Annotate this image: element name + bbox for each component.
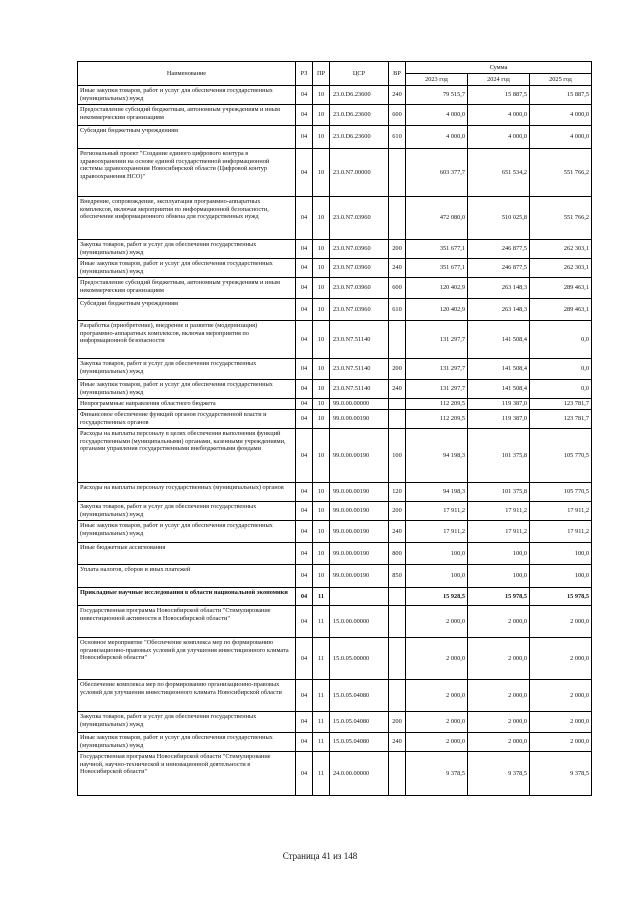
row-vr: 200 bbox=[389, 359, 406, 380]
row-pr: 11 bbox=[313, 752, 330, 796]
row-amount-2024: 2 000,0 bbox=[468, 733, 530, 752]
row-pr: 10 bbox=[313, 240, 330, 259]
row-pr: 10 bbox=[313, 502, 330, 521]
row-pr: 10 bbox=[313, 321, 330, 359]
table-row bbox=[78, 483, 592, 502]
row-vr: 610 bbox=[389, 299, 406, 321]
row-csr: 23.0.N7.03960 bbox=[330, 197, 389, 240]
row-name: Расходы на выплаты персоналу в целях обеспечения выполнения функций государственными (муниципальными) органами, казенными учреждениями, органами управления государственными внебюджетными фондами bbox=[78, 429, 296, 483]
table-row bbox=[78, 359, 592, 380]
row-amount-2025: 0,0 bbox=[530, 380, 592, 399]
row-csr: 24.0.00.00000 bbox=[330, 752, 389, 796]
row-name: Иные бюджетные ассигнования bbox=[78, 543, 296, 565]
row-vr bbox=[389, 638, 406, 680]
row-rz: 04 bbox=[296, 240, 313, 259]
row-name: Закупка товаров, работ и услуг для обеспечения государственных (муниципальных) нужд bbox=[78, 240, 296, 259]
row-name: Предоставление субсидий бюджетным, автономным учреждениям и иным некоммерческим организациям bbox=[78, 105, 296, 126]
row-csr: 23.0.D6.23600 bbox=[330, 105, 389, 126]
row-csr: 23.0.N7.00000 bbox=[330, 149, 389, 197]
row-rz: 04 bbox=[296, 126, 313, 149]
row-amount-2024: 263 148,3 bbox=[468, 299, 530, 321]
row-pr: 11 bbox=[313, 733, 330, 752]
row-rz: 04 bbox=[296, 86, 313, 105]
table-row bbox=[78, 399, 592, 410]
row-amount-2025: 100,0 bbox=[530, 565, 592, 588]
row-name: Непрограммные направления областного бюджета bbox=[78, 399, 296, 410]
table-row bbox=[78, 410, 592, 429]
row-csr: 15.0.05.04080 bbox=[330, 680, 389, 712]
row-csr: 99.0.00.00190 bbox=[330, 502, 389, 521]
table-row bbox=[78, 733, 592, 752]
row-vr bbox=[389, 680, 406, 712]
row-amount-2023: 2 000,0 bbox=[406, 638, 468, 680]
row-pr: 11 bbox=[313, 588, 330, 606]
row-amount-2024: 246 877,5 bbox=[468, 259, 530, 278]
row-vr bbox=[389, 606, 406, 638]
row-amount-2024: 141 508,4 bbox=[468, 321, 530, 359]
row-name: Иные закупки товаров, работ и услуг для обеспечения государственных (муниципальных) нужд bbox=[78, 521, 296, 543]
row-name: Иные закупки товаров, работ и услуг для обеспечения государственных (муниципальных) нужд bbox=[78, 259, 296, 278]
row-rz: 04 bbox=[296, 259, 313, 278]
row-pr: 10 bbox=[313, 105, 330, 126]
row-amount-2023: 112 209,5 bbox=[406, 399, 468, 410]
row-amount-2025: 2 000,0 bbox=[530, 606, 592, 638]
row-amount-2025: 262 303,1 bbox=[530, 240, 592, 259]
row-amount-2023: 2 000,0 bbox=[406, 712, 468, 733]
row-amount-2024: 2 000,0 bbox=[468, 606, 530, 638]
row-amount-2024: 101 375,8 bbox=[468, 429, 530, 483]
row-rz: 04 bbox=[296, 197, 313, 240]
row-vr bbox=[389, 399, 406, 410]
row-name: Финансовое обеспечение функций органов государственной власти и государственных органов bbox=[78, 410, 296, 429]
row-amount-2024: 246 877,5 bbox=[468, 240, 530, 259]
row-rz: 04 bbox=[296, 680, 313, 712]
row-amount-2025: 289 463,1 bbox=[530, 278, 592, 299]
row-pr: 10 bbox=[313, 399, 330, 410]
header-year-2025: 2025 год bbox=[530, 74, 592, 86]
row-amount-2023: 100,0 bbox=[406, 543, 468, 565]
row-amount-2025: 2 000,0 bbox=[530, 638, 592, 680]
row-vr: 240 bbox=[389, 86, 406, 105]
row-amount-2025: 4 000,0 bbox=[530, 126, 592, 149]
row-amount-2024: 15 978,5 bbox=[468, 588, 530, 606]
row-amount-2024: 119 387,0 bbox=[468, 399, 530, 410]
row-pr: 11 bbox=[313, 606, 330, 638]
row-rz: 04 bbox=[296, 380, 313, 399]
table-row bbox=[78, 429, 592, 483]
table-row bbox=[78, 86, 592, 105]
row-pr: 10 bbox=[313, 259, 330, 278]
row-csr: 99.0.00.00190 bbox=[330, 410, 389, 429]
row-rz: 04 bbox=[296, 399, 313, 410]
row-name: Закупка товаров, работ и услуг для обеспечения государственных (муниципальных) нужд bbox=[78, 502, 296, 521]
row-csr: 15.0.05.00000 bbox=[330, 638, 389, 680]
row-rz: 04 bbox=[296, 410, 313, 429]
row-vr bbox=[389, 149, 406, 197]
row-vr: 850 bbox=[389, 565, 406, 588]
header-year-2023: 2023 год bbox=[406, 74, 468, 86]
row-rz: 04 bbox=[296, 105, 313, 126]
row-amount-2024: 100,0 bbox=[468, 565, 530, 588]
row-amount-2025: 262 303,1 bbox=[530, 259, 592, 278]
table-row bbox=[78, 197, 592, 240]
row-csr: 99.0.00.00190 bbox=[330, 521, 389, 543]
table-row bbox=[78, 565, 592, 588]
row-amount-2024: 2 000,0 bbox=[468, 680, 530, 712]
row-amount-2025: 17 911,2 bbox=[530, 521, 592, 543]
table-row bbox=[78, 149, 592, 197]
row-vr: 240 bbox=[389, 521, 406, 543]
row-vr: 200 bbox=[389, 502, 406, 521]
row-rz: 04 bbox=[296, 606, 313, 638]
row-name: Субсидии бюджетным учреждениям bbox=[78, 126, 296, 149]
row-vr: 240 bbox=[389, 380, 406, 399]
row-csr: 23.0.N7.03960 bbox=[330, 278, 389, 299]
row-vr bbox=[389, 197, 406, 240]
row-name: Прикладные научные исследования в области национальной экономики bbox=[78, 588, 296, 606]
row-amount-2024: 141 508,4 bbox=[468, 380, 530, 399]
table-body bbox=[78, 86, 592, 796]
row-amount-2025: 105 770,5 bbox=[530, 483, 592, 502]
row-amount-2024: 2 000,0 bbox=[468, 712, 530, 733]
row-vr: 600 bbox=[389, 105, 406, 126]
row-name: Субсидии бюджетным учреждениям bbox=[78, 299, 296, 321]
row-amount-2025: 289 463,1 bbox=[530, 299, 592, 321]
row-amount-2023: 131 297,7 bbox=[406, 380, 468, 399]
table-row bbox=[78, 126, 592, 149]
row-name: Региональный проект "Создание единого цифрового контура в здравоохранении на основе единой государственной информационной системы здравоохранения Новосибирской области (Цифровой контур здравоохранения НСО)" bbox=[78, 149, 296, 197]
table-row bbox=[78, 259, 592, 278]
table-row bbox=[78, 712, 592, 733]
row-pr: 10 bbox=[313, 483, 330, 502]
row-rz: 04 bbox=[296, 502, 313, 521]
row-rz: 04 bbox=[296, 359, 313, 380]
row-amount-2025: 551 766,2 bbox=[530, 149, 592, 197]
table-row bbox=[78, 752, 592, 796]
row-amount-2024: 17 911,2 bbox=[468, 521, 530, 543]
row-amount-2023: 4 000,0 bbox=[406, 126, 468, 149]
row-amount-2023: 2 000,0 bbox=[406, 680, 468, 712]
row-pr: 11 bbox=[313, 712, 330, 733]
row-name: Обеспечение комплекса мер по формированию организационно-правовых условий для улучшения инвестиционного климата Новосибирской области bbox=[78, 680, 296, 712]
header-pr: ПР bbox=[313, 62, 330, 86]
row-rz: 04 bbox=[296, 565, 313, 588]
header-sum: Сумма bbox=[406, 62, 592, 74]
table-header bbox=[78, 62, 592, 86]
row-amount-2024: 651 534,2 bbox=[468, 149, 530, 197]
row-vr: 200 bbox=[389, 240, 406, 259]
row-amount-2025: 15 978,5 bbox=[530, 588, 592, 606]
row-csr: 23.0.N7.51140 bbox=[330, 321, 389, 359]
table-row bbox=[78, 321, 592, 359]
row-amount-2025: 123 781,7 bbox=[530, 399, 592, 410]
row-pr: 10 bbox=[313, 149, 330, 197]
page-number-footer: Страница 41 из 148 bbox=[282, 851, 358, 861]
table-row bbox=[78, 606, 592, 638]
row-amount-2024: 4 000,0 bbox=[468, 126, 530, 149]
row-amount-2023: 603 377,7 bbox=[406, 149, 468, 197]
row-name: Уплата налогов, сборов и иных платежей bbox=[78, 565, 296, 588]
row-amount-2024: 263 148,3 bbox=[468, 278, 530, 299]
row-vr: 100 bbox=[389, 429, 406, 483]
table-row bbox=[78, 638, 592, 680]
row-pr: 10 bbox=[313, 299, 330, 321]
row-vr: 800 bbox=[389, 543, 406, 565]
row-pr: 10 bbox=[313, 126, 330, 149]
row-rz: 04 bbox=[296, 483, 313, 502]
row-amount-2023: 17 911,2 bbox=[406, 502, 468, 521]
row-csr: 23.0.N7.51140 bbox=[330, 359, 389, 380]
row-csr: 15.0.05.04080 bbox=[330, 733, 389, 752]
row-pr: 10 bbox=[313, 410, 330, 429]
row-pr: 10 bbox=[313, 380, 330, 399]
table-row bbox=[78, 240, 592, 259]
row-rz: 04 bbox=[296, 588, 313, 606]
table-row bbox=[78, 543, 592, 565]
row-csr: 15.0.00.00000 bbox=[330, 606, 389, 638]
table-row bbox=[78, 299, 592, 321]
row-csr: 99.0.00.00000 bbox=[330, 399, 389, 410]
row-amount-2023: 2 000,0 bbox=[406, 606, 468, 638]
row-amount-2025: 15 887,5 bbox=[530, 86, 592, 105]
row-rz: 04 bbox=[296, 321, 313, 359]
header-name: Наименование bbox=[78, 62, 296, 86]
table-row bbox=[78, 502, 592, 521]
row-amount-2024: 4 000,0 bbox=[468, 105, 530, 126]
row-amount-2023: 120 402,9 bbox=[406, 278, 468, 299]
row-csr: 99.0.00.00190 bbox=[330, 543, 389, 565]
row-amount-2025: 551 766,2 bbox=[530, 197, 592, 240]
row-rz: 04 bbox=[296, 543, 313, 565]
table-row bbox=[78, 380, 592, 399]
row-amount-2024: 2 000,0 bbox=[468, 638, 530, 680]
row-csr: 99.0.00.00190 bbox=[330, 429, 389, 483]
table-row bbox=[78, 521, 592, 543]
row-name: Закупка товаров, работ и услуг для обеспечения государственных (муниципальных) нужд bbox=[78, 359, 296, 380]
row-vr: 240 bbox=[389, 259, 406, 278]
row-amount-2023: 94 198,3 bbox=[406, 429, 468, 483]
row-name: Государственная программа Новосибирской области "Стимулирование инвестиционной активности в Новосибирской области" bbox=[78, 606, 296, 638]
row-pr: 10 bbox=[313, 197, 330, 240]
row-amount-2024: 100,0 bbox=[468, 543, 530, 565]
row-amount-2023: 15 928,5 bbox=[406, 588, 468, 606]
row-pr: 10 bbox=[313, 543, 330, 565]
row-rz: 04 bbox=[296, 278, 313, 299]
row-csr: 15.0.05.04080 bbox=[330, 712, 389, 733]
header-csr: ЦСР bbox=[330, 62, 389, 86]
row-rz: 04 bbox=[296, 712, 313, 733]
row-rz: 04 bbox=[296, 733, 313, 752]
row-amount-2025: 0,0 bbox=[530, 321, 592, 359]
row-pr: 10 bbox=[313, 359, 330, 380]
row-csr: 23.0.D6.23600 bbox=[330, 126, 389, 149]
row-name: Предоставление субсидий бюджетным, автономным учреждениям и иным некоммерческим организациям bbox=[78, 278, 296, 299]
table-row bbox=[78, 588, 592, 606]
row-amount-2023: 131 297,7 bbox=[406, 359, 468, 380]
row-amount-2025: 2 000,0 bbox=[530, 712, 592, 733]
row-amount-2024: 9 378,5 bbox=[468, 752, 530, 796]
row-amount-2024: 17 911,2 bbox=[468, 502, 530, 521]
row-amount-2025: 123 781,7 bbox=[530, 410, 592, 429]
row-csr: 99.0.00.00190 bbox=[330, 565, 389, 588]
row-csr bbox=[330, 588, 389, 606]
row-pr: 11 bbox=[313, 638, 330, 680]
row-vr: 610 bbox=[389, 126, 406, 149]
row-amount-2025: 2 000,0 bbox=[530, 733, 592, 752]
row-vr: 200 bbox=[389, 712, 406, 733]
table-row bbox=[78, 105, 592, 126]
row-name: Основное мероприятие "Обеспечение комплекса мер по формированию организационно-правовых условий для улучшения инвестиционного климата Новосибирской области" bbox=[78, 638, 296, 680]
row-vr bbox=[389, 588, 406, 606]
row-pr: 10 bbox=[313, 278, 330, 299]
row-amount-2023: 112 209,5 bbox=[406, 410, 468, 429]
table-row bbox=[78, 680, 592, 712]
row-rz: 04 bbox=[296, 521, 313, 543]
row-amount-2025: 105 770,5 bbox=[530, 429, 592, 483]
row-amount-2023: 79 515,7 bbox=[406, 86, 468, 105]
row-rz: 04 bbox=[296, 638, 313, 680]
row-vr bbox=[389, 752, 406, 796]
header-vr: ВР bbox=[389, 62, 406, 86]
row-amount-2023: 472 080,0 bbox=[406, 197, 468, 240]
row-name: Расходы на выплаты персоналу государственных (муниципальных) органов bbox=[78, 483, 296, 502]
table-row bbox=[78, 278, 592, 299]
row-vr: 120 bbox=[389, 483, 406, 502]
row-pr: 10 bbox=[313, 86, 330, 105]
row-rz: 04 bbox=[296, 752, 313, 796]
row-amount-2023: 17 911,2 bbox=[406, 521, 468, 543]
row-amount-2024: 101 375,8 bbox=[468, 483, 530, 502]
row-rz: 04 bbox=[296, 299, 313, 321]
row-csr: 23.0.N7.03960 bbox=[330, 259, 389, 278]
row-amount-2025: 100,0 bbox=[530, 543, 592, 565]
row-vr: 600 bbox=[389, 278, 406, 299]
budget-table-sheet bbox=[77, 61, 591, 796]
row-amount-2025: 4 000,0 bbox=[530, 105, 592, 126]
row-amount-2023: 94 198,3 bbox=[406, 483, 468, 502]
row-amount-2023: 351 677,1 bbox=[406, 259, 468, 278]
row-amount-2023: 100,0 bbox=[406, 565, 468, 588]
row-rz: 04 bbox=[296, 149, 313, 197]
header-year-2024: 2024 год bbox=[468, 74, 530, 86]
row-amount-2024: 141 508,4 bbox=[468, 359, 530, 380]
row-name: Иные закупки товаров, работ и услуг для обеспечения государственных (муниципальных) нужд bbox=[78, 380, 296, 399]
budget-table bbox=[77, 61, 592, 796]
row-csr: 23.0.N7.51140 bbox=[330, 380, 389, 399]
row-amount-2023: 120 402,9 bbox=[406, 299, 468, 321]
row-amount-2025: 0,0 bbox=[530, 359, 592, 380]
row-name: Иные закупки товаров, работ и услуг для обеспечения государственных (муниципальных) нужд bbox=[78, 86, 296, 105]
row-csr: 23.0.N7.03960 bbox=[330, 299, 389, 321]
row-name: Иные закупки товаров, работ и услуг для обеспечения государственных (муниципальных) нужд bbox=[78, 733, 296, 752]
header-rz: РЗ bbox=[296, 62, 313, 86]
row-name: Государственная программа Новосибирской области "Стимулирование научной, научно-технической и инновационной деятельности в Новосибирской области" bbox=[78, 752, 296, 796]
row-pr: 10 bbox=[313, 565, 330, 588]
row-rz: 04 bbox=[296, 429, 313, 483]
row-name: Внедрение, сопровождение, эксплуатация программно-аппаратных комплексов, включая мероприятия по информационной безопасности, обеспечение информационного обмена для государственных нужд bbox=[78, 197, 296, 240]
row-vr: 240 bbox=[389, 733, 406, 752]
row-csr: 23.0.N7.03960 bbox=[330, 240, 389, 259]
row-amount-2023: 9 378,5 bbox=[406, 752, 468, 796]
row-amount-2023: 131 297,7 bbox=[406, 321, 468, 359]
row-name: Закупка товаров, работ и услуг для обеспечения государственных (муниципальных) нужд bbox=[78, 712, 296, 733]
row-amount-2023: 2 000,0 bbox=[406, 733, 468, 752]
row-amount-2024: 119 387,0 bbox=[468, 410, 530, 429]
row-csr: 23.0.D6.23600 bbox=[330, 86, 389, 105]
row-name: Разработка (приобретение), внедрение и развитие (модернизация) программно-аппаратных комплексов, включая мероприятия по информационной безопасности bbox=[78, 321, 296, 359]
row-amount-2025: 17 911,2 bbox=[530, 502, 592, 521]
row-vr bbox=[389, 410, 406, 429]
row-amount-2024: 510 025,8 bbox=[468, 197, 530, 240]
row-pr: 11 bbox=[313, 680, 330, 712]
row-amount-2025: 9 378,5 bbox=[530, 752, 592, 796]
row-amount-2025: 2 000,0 bbox=[530, 680, 592, 712]
row-amount-2023: 4 000,0 bbox=[406, 105, 468, 126]
row-csr: 99.0.00.00190 bbox=[330, 483, 389, 502]
row-amount-2024: 15 887,5 bbox=[468, 86, 530, 105]
row-amount-2023: 351 677,1 bbox=[406, 240, 468, 259]
row-pr: 10 bbox=[313, 429, 330, 483]
row-vr bbox=[389, 321, 406, 359]
row-pr: 10 bbox=[313, 521, 330, 543]
